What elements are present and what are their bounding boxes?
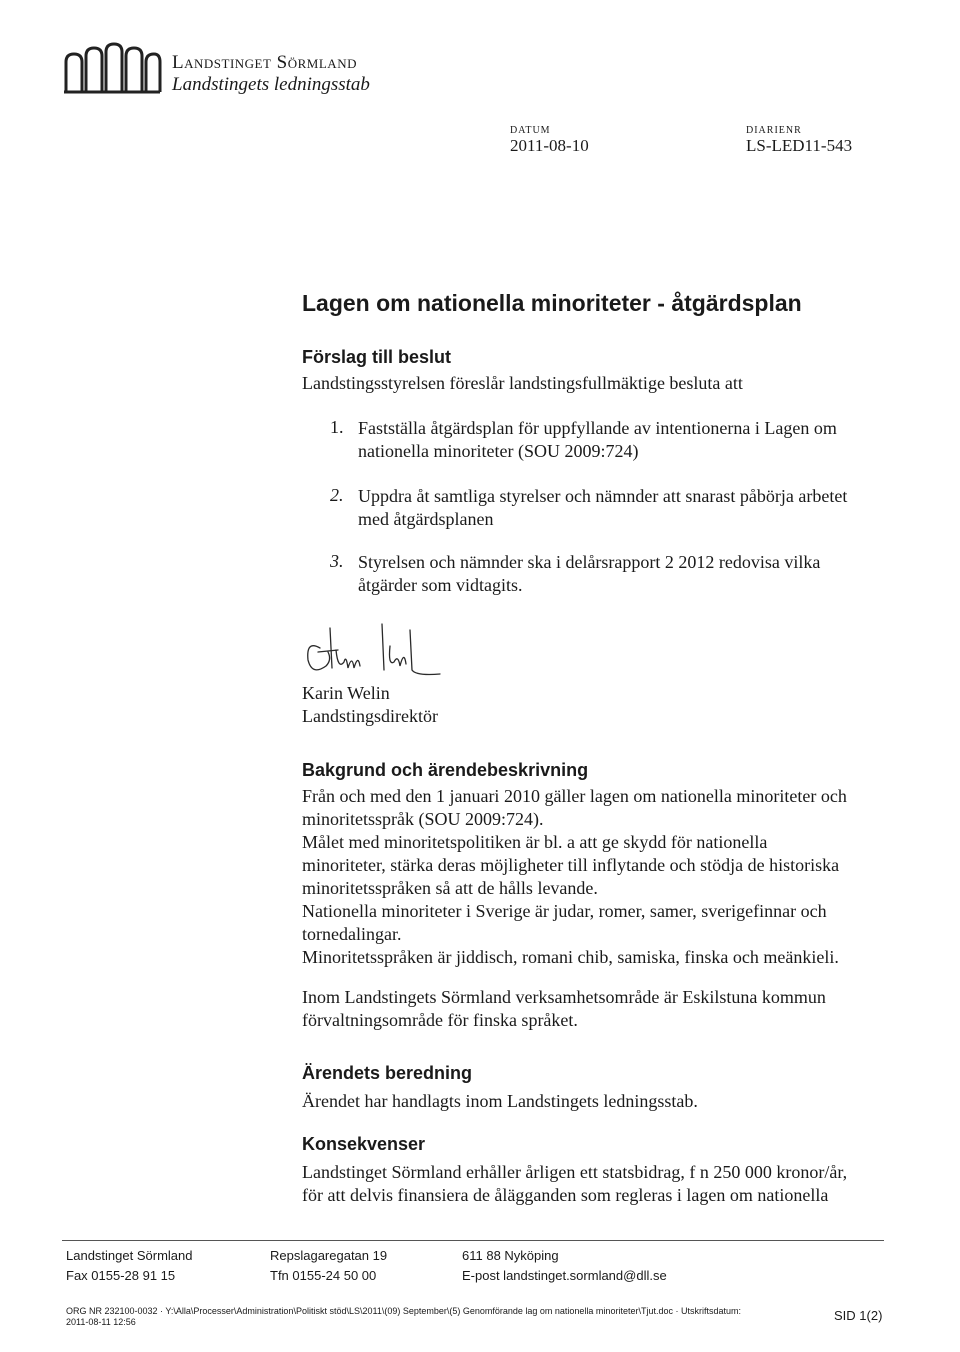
text-line: Från och med den 1 januari 2010 gäller lagen om nationella minoriteter och [302, 786, 847, 806]
background-paragraph [302, 785, 902, 969]
footer-print-date: 2011-08-11 12:56 [66, 1317, 136, 1327]
logo-mark [62, 40, 162, 96]
consequences-paragraph [302, 1161, 902, 1207]
list-item-line: Styrelsen och nämnder ska i delårsrapport 2 2012 redovisa vilka [358, 552, 821, 572]
page-number: SID 1(2) [834, 1308, 883, 1323]
list-item-line: åtgärder som vidtagits. [358, 575, 523, 595]
text-line: för att delvis finansiera de ålägganden som regleras i lagen om nationella [302, 1185, 829, 1205]
footer-fax: Fax 0155-28 91 15 [66, 1268, 176, 1283]
preparation-text: Ärendet har handlagts inom Landstingets ledningsstab. [302, 1091, 698, 1111]
diarienr-value: LS-LED11-543 [746, 136, 853, 155]
signatory-title: Landstingsdirektör [302, 706, 438, 726]
datum-value: 2011-08-10 [510, 136, 589, 155]
footer-phone: Tfn 0155-24 50 00 [270, 1268, 377, 1283]
text-line: minoriteter, stärka deras möjligheter till inflytande och stödja de historiska [302, 855, 840, 875]
org-name: Landstinget Sörmland [172, 52, 357, 73]
footer-org: Landstinget Sörmland [66, 1248, 193, 1263]
list-item [358, 551, 898, 597]
text-line: minoritetsspråken så att de hålls levande. [302, 878, 598, 898]
consequences-heading: Konsekvenser [302, 1134, 426, 1154]
list-item-number: 2. [330, 485, 344, 505]
text-line: Inom Landstingets Sörmland verksamhetsområde är Eskilstuna kommun [302, 987, 826, 1007]
signature-icon [298, 610, 448, 690]
signatory-name: Karin Welin [302, 683, 390, 703]
list-item-number: 1. [330, 417, 344, 437]
proposal-intro: Landstingsstyrelsen föreslår landstingsfullmäktige besluta att [302, 373, 743, 393]
list-item [358, 417, 898, 463]
footer-file-path: ORG NR 232100-0032 · Y:\Alla\Processer\Administration\Politiskt stöd\LS\2011\(09) September\(5) Genomförande lag om nationella minoriteter\Tjut.doc · Utskriftsdatum: [66, 1306, 741, 1316]
list-item-line: med åtgärdsplanen [358, 509, 494, 529]
footer-email: E-post landstinget.sormland@dll.se [462, 1268, 667, 1283]
preparation-heading: Ärendets beredning [302, 1063, 473, 1083]
datum-label: DATUM [510, 125, 551, 136]
text-line: Nationella minoriteter i Sverige är judar, romer, samer, sverigefinnar och [302, 901, 827, 921]
diarienr-label: DIARIENR [746, 125, 802, 136]
footer-street: Repslagaregatan 19 [270, 1248, 388, 1263]
list-item-line: Fastställa åtgärdsplan för uppfyllande av intentionerna i Lagen om [358, 418, 837, 438]
document-title: Lagen om nationella minoriteter - åtgärdsplan [302, 290, 802, 316]
footer-divider [62, 1240, 884, 1241]
list-item-line: nationella minoriteter (SOU 2009:724) [358, 441, 639, 461]
background-heading: Bakgrund och ärendebeskrivning [302, 760, 589, 780]
text-line: Landstinget Sörmland erhåller årligen ett statsbidrag, f n 250 000 kronor/år, [302, 1162, 848, 1182]
text-line: Målet med minoritetspolitiken är bl. a att ge skydd för nationella [302, 832, 768, 852]
proposal-heading: Förslag till beslut [302, 347, 452, 367]
text-line: tornedalingar. [302, 924, 402, 944]
crown-logo-icon [62, 40, 162, 96]
list-item-line: Uppdra åt samtliga styrelser och nämnder att snarast påbörja arbetet [358, 486, 848, 506]
org-subtitle: Landstingets ledningsstab [172, 74, 370, 95]
list-item [358, 485, 898, 531]
text-line: förvaltningsområde för finska språket. [302, 1010, 578, 1030]
list-item-number: 3. [330, 551, 344, 571]
background-paragraph-2 [302, 986, 902, 1032]
text-line: Minoritetsspråken är jiddisch, romani chib, samiska, finska och meänkieli. [302, 947, 839, 967]
footer-postal: 611 88 Nyköping [462, 1248, 559, 1263]
text-line: minoritetsspråk (SOU 2009:724). [302, 809, 544, 829]
handwritten-signature [298, 610, 448, 690]
